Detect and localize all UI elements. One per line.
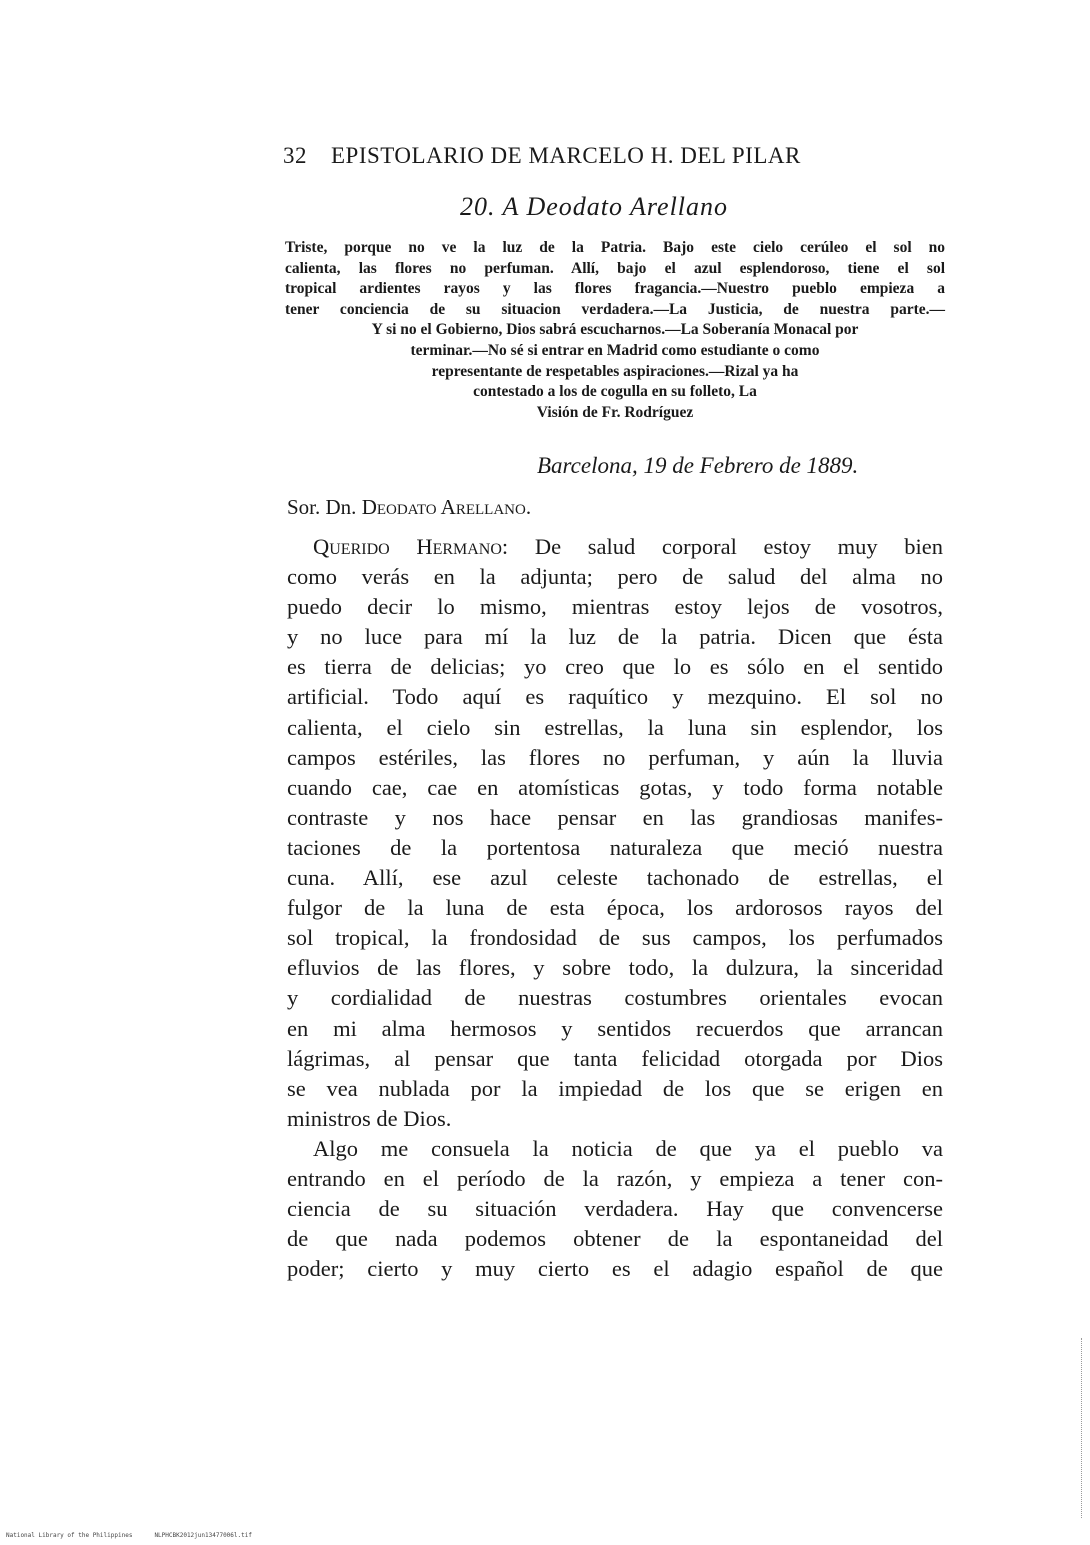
scan-edge-artifact	[1081, 1338, 1084, 1518]
body-line: lágrimas, al pensar que tanta felicidad otorgada por Dios	[287, 1045, 943, 1071]
body-line: campos estériles, las flores no perfuman, y aún la lluvia	[287, 744, 943, 770]
salutation	[287, 495, 531, 520]
dateline: Barcelona, 19 de Febrero de 1889.	[537, 453, 859, 478]
body-line: cuna. Allí, ese azul celeste tachonado de estrellas, el	[287, 865, 943, 891]
summary-line: contestado a los de cogulla en su folleto, La	[473, 383, 757, 401]
body-line: taciones de la portentosa naturaleza que meció nuestra	[287, 834, 943, 860]
body-line: como verás en la adjunta; pero de salud del alma no	[287, 564, 943, 590]
summary-line: Y si no el Gobierno, Dios sabrá escucharnos.—La Soberanía Monacal por	[371, 321, 859, 339]
body-line: ministros de Dios.	[287, 1105, 452, 1131]
body-line: Querido Hermano: De salud corporal estoy muy bien	[313, 534, 943, 559]
body-line: calienta, el cielo sin estrellas, la luna sin esplendor, los	[287, 714, 943, 740]
greeting: Querido Hermano:	[313, 534, 509, 559]
summary-line: tropical ardientes rayos y las flores fragancia.—Nuestro pueblo empieza a	[285, 280, 945, 298]
scan-footer	[6, 1532, 274, 1539]
body-line: ciencia de su situación verdadera. Hay que convencerse	[287, 1196, 943, 1222]
body-line: fulgor de la luna de esta época, los ardorosos rayos del	[287, 895, 943, 921]
summary-line: Visión de Fr. Rodríguez	[536, 403, 694, 421]
library-credit: National Library of the Philippines	[6, 1532, 133, 1539]
running-header	[283, 143, 943, 169]
summary-line: representante de respetables aspiraciones.—Rizal ya ha	[431, 362, 799, 380]
body-line: puedo decir lo mismo, mientras estoy lejos de vosotros,	[287, 594, 943, 620]
body-line: en mi alma hermosos y sentidos recuerdos que arrancan	[287, 1015, 943, 1041]
body-line: y cordialidad de nuestras costumbres orientales evocan	[287, 985, 943, 1011]
running-title: EPISTOLARIO DE MARCELO H. DEL PILAR	[331, 143, 801, 168]
summary-line: calienta, las flores no perfuman. Allí, bajo el azul esplendoroso, tiene el sol	[285, 259, 945, 277]
body-line: sol tropical, la frondosidad de sus campos, los perfumados	[287, 925, 943, 951]
file-id: NLPHCBK2012jun13477006l.tif	[154, 1532, 252, 1539]
recipient-name: Deodato Arellano.	[361, 495, 532, 519]
summary-line: tener conciencia de su situacion verdadera.—La Justicia, de nuestra parte.—	[285, 300, 945, 318]
body-line: contraste y nos hace pensar en las grandiosas manifes-	[287, 804, 943, 830]
body-line: cuando cae, cae en atomísticas gotas, y todo forma notable	[287, 774, 943, 800]
body-line: entrando en el período de la razón, y empieza a tener con-	[287, 1165, 943, 1191]
summary-line: Triste, porque no ve la luz de la Patria. Bajo este cielo cerúleo el sol no	[285, 239, 945, 256]
salutation-prefix: Sor. Dn.	[287, 495, 357, 519]
letter-summary	[285, 238, 945, 423]
body-line: es tierra de delicias; yo creo que lo es sólo en el sentido	[287, 654, 943, 680]
letter-title: 20. A Deodato Arellano	[460, 192, 729, 221]
body-line: poder; cierto y muy cierto es el adagio español de que	[287, 1256, 943, 1282]
summary-line: terminar.—No sé si entrar en Madrid como estudiante o como	[410, 341, 820, 359]
body-line: se vea nublada por la impiedad de los que se erigen en	[287, 1075, 943, 1101]
body-line: Algo me consuela la noticia de que ya el pueblo va	[313, 1135, 943, 1161]
body-line: de que nada podemos obtener de la espontaneidad del	[287, 1226, 943, 1252]
body-line: artificial. Todo aquí es raquítico y mezquino. El sol no	[287, 684, 943, 710]
letter-body	[287, 532, 943, 1284]
body-line: efluvios de las flores, y sobre todo, la dulzura, la sinceridad	[287, 955, 943, 981]
body-line: y no luce para mí la luz de la patria. Dicen que ésta	[287, 624, 943, 650]
page-number: 32	[283, 143, 307, 168]
